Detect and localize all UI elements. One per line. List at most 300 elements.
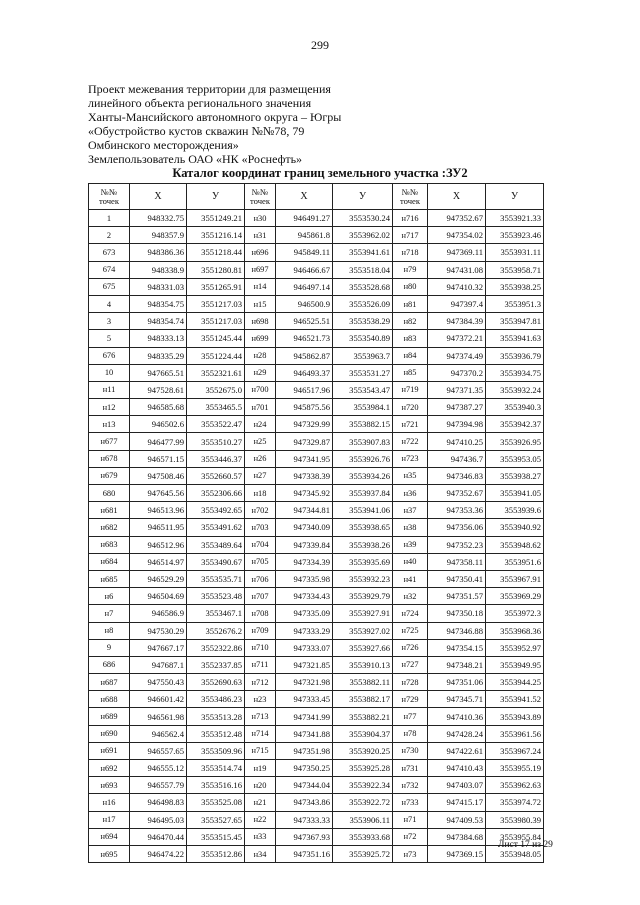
table-row	[89, 588, 544, 605]
x-coordinate-cell: 948338.9	[130, 261, 187, 278]
point-id-cell: н682	[89, 519, 130, 536]
x-coordinate-cell: 946497.14	[276, 278, 333, 295]
x-coordinate-cell: 946500.9	[276, 295, 333, 312]
x-coordinate-cell: 946495.03	[130, 811, 187, 828]
x-coordinate-cell: 946585.68	[130, 399, 187, 416]
header-line: линейного объекта регионального значения	[88, 96, 312, 111]
point-id-cell: н699	[245, 330, 276, 347]
x-coordinate-cell: 947530.29	[130, 622, 187, 639]
point-id-cell: н714	[245, 725, 276, 742]
point-id-cell: н711	[245, 656, 276, 673]
point-id-cell: н716	[393, 210, 428, 227]
point-id-cell: н690	[89, 725, 130, 742]
x-coordinate-cell: 947335.98	[276, 570, 333, 587]
x-coordinate-cell: 947387.27	[428, 399, 486, 416]
table-row	[89, 622, 544, 639]
x-coordinate-cell: 947351.06	[428, 674, 486, 691]
x-coordinate-cell: 947333.07	[276, 639, 333, 656]
table-row	[89, 691, 544, 708]
point-id-cell: н78	[393, 725, 428, 742]
x-coordinate-cell: 947409.53	[428, 811, 486, 828]
y-coordinate-cell: 3552676.2	[187, 622, 245, 639]
x-coordinate-cell: 946514.97	[130, 553, 187, 570]
y-coordinate-cell: 3553934.26	[333, 467, 393, 484]
x-coordinate-cell: 946474.22	[130, 845, 187, 862]
y-coordinate-cell: 3551218.44	[187, 244, 245, 261]
point-id-cell: н71	[393, 811, 428, 828]
point-id-cell: н8	[89, 622, 130, 639]
y-coordinate-cell: 3553980.39	[486, 811, 544, 828]
x-coordinate-cell: 947410.32	[428, 278, 486, 295]
x-coordinate-cell: 946517.96	[276, 381, 333, 398]
point-id-cell: н23	[245, 691, 276, 708]
table-row	[89, 330, 544, 347]
point-id-cell: н31	[245, 227, 276, 244]
y-coordinate-cell: 3553941.61	[333, 244, 393, 261]
x-coordinate-cell: 945849.11	[276, 244, 333, 261]
sheet-number: Лист 17 из 29	[498, 840, 553, 850]
y-coordinate-cell: 3553935.69	[333, 553, 393, 570]
x-coordinate-cell: 948332.75	[130, 210, 187, 227]
y-coordinate-cell: 3553963.7	[333, 347, 393, 364]
y-coordinate-cell: 3553467.1	[187, 605, 245, 622]
y-coordinate-cell: 3553936.79	[486, 347, 544, 364]
y-coordinate-cell: 3553941.06	[333, 502, 393, 519]
table-row	[89, 794, 544, 811]
y-coordinate-cell: 3553446.37	[187, 450, 245, 467]
y-coordinate-cell: 3553543.47	[333, 381, 393, 398]
point-id-cell: н26	[245, 450, 276, 467]
y-coordinate-cell: 3553943.89	[486, 708, 544, 725]
y-coordinate-cell: 3553933.68	[333, 828, 393, 845]
table-row	[89, 313, 544, 330]
y-coordinate-cell: 3553920.25	[333, 742, 393, 759]
table-row	[89, 244, 544, 261]
y-coordinate-cell: 3553961.56	[486, 725, 544, 742]
point-id-cell: н689	[89, 708, 130, 725]
point-id-cell: н25	[245, 433, 276, 450]
y-coordinate-cell: 3553925.28	[333, 760, 393, 777]
table-row	[89, 519, 544, 536]
x-coordinate-cell: 947344.81	[276, 502, 333, 519]
table-row	[89, 777, 544, 794]
table-row	[89, 639, 544, 656]
x-coordinate-cell: 946562.4	[130, 725, 187, 742]
point-id-cell: н694	[89, 828, 130, 845]
y-coordinate-cell: 3553951.3	[486, 295, 544, 312]
table-row	[89, 295, 544, 312]
y-coordinate-cell: 3553938.27	[486, 467, 544, 484]
point-id-cell: н692	[89, 760, 130, 777]
x-coordinate-cell: 947374.49	[428, 347, 486, 364]
point-id-cell: 3	[89, 313, 130, 330]
y-coordinate-cell: 3553904.37	[333, 725, 393, 742]
point-id-cell: н712	[245, 674, 276, 691]
point-id-cell: н727	[393, 656, 428, 673]
point-id-cell: н80	[393, 278, 428, 295]
x-coordinate-cell: 947340.09	[276, 519, 333, 536]
y-coordinate-cell: 3551245.44	[187, 330, 245, 347]
x-coordinate-cell: 947428.24	[428, 725, 486, 742]
x-coordinate-cell: 947645.56	[130, 485, 187, 502]
point-id-cell: н15	[245, 295, 276, 312]
y-coordinate-cell: 3553969.29	[486, 588, 544, 605]
y-coordinate-cell: 3553938.25	[486, 278, 544, 295]
y-coordinate-cell: 3553921.33	[486, 210, 544, 227]
y-coordinate-cell: 3553984.1	[333, 399, 393, 416]
y-coordinate-cell: 3553940.3	[486, 399, 544, 416]
point-id-cell: н679	[89, 467, 130, 484]
x-coordinate-cell: 947367.93	[276, 828, 333, 845]
x-coordinate-cell: 946586.9	[130, 605, 187, 622]
point-id-cell: н702	[245, 502, 276, 519]
y-coordinate-cell: 3553926.76	[333, 450, 393, 467]
y-coordinate-cell: 3551249.21	[187, 210, 245, 227]
col-header-points: №№ точек	[393, 184, 428, 210]
y-coordinate-cell: 3552321.61	[187, 364, 245, 381]
x-coordinate-cell: 947410.36	[428, 708, 486, 725]
y-coordinate-cell: 3553938.65	[333, 519, 393, 536]
y-coordinate-cell: 3553492.65	[187, 502, 245, 519]
col-header-points: №№ точек	[245, 184, 276, 210]
table-row	[89, 760, 544, 777]
point-id-cell: 674	[89, 261, 130, 278]
point-id-cell: н39	[393, 536, 428, 553]
x-coordinate-cell: 947384.68	[428, 828, 486, 845]
table-header-row	[89, 184, 544, 210]
point-id-cell: н718	[393, 244, 428, 261]
y-coordinate-cell: 3553530.24	[333, 210, 393, 227]
point-id-cell: н85	[393, 364, 428, 381]
y-coordinate-cell: 3553941.05	[486, 485, 544, 502]
x-coordinate-cell: 947321.85	[276, 656, 333, 673]
y-coordinate-cell: 3553538.29	[333, 313, 393, 330]
point-id-cell: н704	[245, 536, 276, 553]
point-id-cell: 5	[89, 330, 130, 347]
point-id-cell: 9	[89, 639, 130, 656]
x-coordinate-cell: 947335.09	[276, 605, 333, 622]
table-row	[89, 828, 544, 845]
x-coordinate-cell: 947333.45	[276, 691, 333, 708]
y-coordinate-cell: 3553922.34	[333, 777, 393, 794]
x-coordinate-cell: 945861.8	[276, 227, 333, 244]
point-id-cell: н12	[89, 399, 130, 416]
table-row	[89, 742, 544, 759]
y-coordinate-cell: 3553522.47	[187, 416, 245, 433]
y-coordinate-cell: 3553944.25	[486, 674, 544, 691]
y-coordinate-cell: 3553938.26	[333, 536, 393, 553]
x-coordinate-cell: 946555.12	[130, 760, 187, 777]
y-coordinate-cell: 3553942.37	[486, 416, 544, 433]
y-coordinate-cell: 3553952.97	[486, 639, 544, 656]
y-coordinate-cell: 3553941.63	[486, 330, 544, 347]
x-coordinate-cell: 946477.99	[130, 433, 187, 450]
point-id-cell: н698	[245, 313, 276, 330]
y-coordinate-cell: 3551217.03	[187, 313, 245, 330]
x-coordinate-cell: 946498.83	[130, 794, 187, 811]
point-id-cell: н703	[245, 519, 276, 536]
table-row	[89, 553, 544, 570]
x-coordinate-cell: 946512.96	[130, 536, 187, 553]
y-coordinate-cell: 3553922.72	[333, 794, 393, 811]
y-coordinate-cell: 3553929.79	[333, 588, 393, 605]
point-id-cell: н40	[393, 553, 428, 570]
x-coordinate-cell: 946511.95	[130, 519, 187, 536]
point-id-cell: н41	[393, 570, 428, 587]
y-coordinate-cell: 3553489.64	[187, 536, 245, 553]
x-coordinate-cell: 947334.39	[276, 553, 333, 570]
x-coordinate-cell: 947351.98	[276, 742, 333, 759]
y-coordinate-cell: 3553882.17	[333, 691, 393, 708]
y-coordinate-cell: 3553948.62	[486, 536, 544, 553]
table-row	[89, 210, 544, 227]
y-coordinate-cell: 3553967.24	[486, 742, 544, 759]
point-id-cell: н713	[245, 708, 276, 725]
y-coordinate-cell: 3553910.13	[333, 656, 393, 673]
point-id-cell: н79	[393, 261, 428, 278]
y-coordinate-cell: 3553948.05	[486, 845, 544, 862]
catalog-title: Каталог координат границ земельного участка :ЗУ2	[172, 166, 468, 180]
point-id-cell: 2	[89, 227, 130, 244]
document-header	[88, 82, 558, 167]
table-row	[89, 347, 544, 364]
x-coordinate-cell: 947344.04	[276, 777, 333, 794]
point-id-cell: н701	[245, 399, 276, 416]
y-coordinate-cell: 3553926.95	[486, 433, 544, 450]
col-header-points: №№ точек	[89, 184, 130, 210]
point-id-cell: н677	[89, 433, 130, 450]
point-id-cell: н35	[393, 467, 428, 484]
y-coordinate-cell: 3553955.19	[486, 760, 544, 777]
x-coordinate-cell: 947334.43	[276, 588, 333, 605]
point-id-cell: н725	[393, 622, 428, 639]
x-coordinate-cell: 947369.15	[428, 845, 486, 862]
y-coordinate-cell: 3553518.04	[333, 261, 393, 278]
col-header-y: У	[187, 184, 245, 210]
table-row	[89, 416, 544, 433]
y-coordinate-cell: 3553927.66	[333, 639, 393, 656]
x-coordinate-cell: 947339.84	[276, 536, 333, 553]
y-coordinate-cell: 3552675.0	[187, 381, 245, 398]
point-id-cell: н721	[393, 416, 428, 433]
table-row	[89, 261, 544, 278]
point-id-cell: н728	[393, 674, 428, 691]
x-coordinate-cell: 948335.29	[130, 347, 187, 364]
x-coordinate-cell: 946521.73	[276, 330, 333, 347]
table-row	[89, 725, 544, 742]
x-coordinate-cell: 946513.96	[130, 502, 187, 519]
table-row	[89, 485, 544, 502]
y-coordinate-cell: 3553906.11	[333, 811, 393, 828]
point-id-cell: н715	[245, 742, 276, 759]
x-coordinate-cell: 947341.88	[276, 725, 333, 742]
point-id-cell: н29	[245, 364, 276, 381]
table-row	[89, 656, 544, 673]
y-coordinate-cell: 3552337.85	[187, 656, 245, 673]
x-coordinate-cell: 948354.74	[130, 313, 187, 330]
point-id-cell: н731	[393, 760, 428, 777]
y-coordinate-cell: 3553949.95	[486, 656, 544, 673]
point-id-cell: 675	[89, 278, 130, 295]
x-coordinate-cell: 945862.87	[276, 347, 333, 364]
point-id-cell: 680	[89, 485, 130, 502]
header-line: Омбинского месторождения»	[88, 138, 239, 153]
x-coordinate-cell: 947350.18	[428, 605, 486, 622]
point-id-cell: н21	[245, 794, 276, 811]
col-header-x: X	[130, 184, 187, 210]
table-row	[89, 536, 544, 553]
x-coordinate-cell: 947431.08	[428, 261, 486, 278]
point-id-cell: н73	[393, 845, 428, 862]
x-coordinate-cell: 948386.36	[130, 244, 187, 261]
point-id-cell: н11	[89, 381, 130, 398]
col-header-x: X	[428, 184, 486, 210]
y-coordinate-cell: 3553515.45	[187, 828, 245, 845]
point-id-cell: н81	[393, 295, 428, 312]
y-coordinate-cell: 3553937.84	[333, 485, 393, 502]
point-id-cell: н24	[245, 416, 276, 433]
col-header-y: У	[333, 184, 393, 210]
x-coordinate-cell: 947397.4	[428, 295, 486, 312]
point-id-cell: н691	[89, 742, 130, 759]
table-row	[89, 811, 544, 828]
x-coordinate-cell: 947403.07	[428, 777, 486, 794]
y-coordinate-cell: 3551224.44	[187, 347, 245, 364]
point-id-cell: н72	[393, 828, 428, 845]
point-id-cell: н733	[393, 794, 428, 811]
point-id-cell: н709	[245, 622, 276, 639]
x-coordinate-cell: 947341.95	[276, 450, 333, 467]
point-id-cell: н6	[89, 588, 130, 605]
y-coordinate-cell: 3553486.23	[187, 691, 245, 708]
point-id-cell: н710	[245, 639, 276, 656]
y-coordinate-cell: 3553927.91	[333, 605, 393, 622]
point-id-cell: н717	[393, 227, 428, 244]
table-row	[89, 502, 544, 519]
x-coordinate-cell: 947333.29	[276, 622, 333, 639]
table-row	[89, 227, 544, 244]
y-coordinate-cell: 3553972.3	[486, 605, 544, 622]
y-coordinate-cell: 3553514.74	[187, 760, 245, 777]
x-coordinate-cell: 947329.87	[276, 433, 333, 450]
y-coordinate-cell: 3553907.83	[333, 433, 393, 450]
x-coordinate-cell: 946504.69	[130, 588, 187, 605]
table-row	[89, 450, 544, 467]
y-coordinate-cell: 3553962.63	[486, 777, 544, 794]
y-coordinate-cell: 3552322.86	[187, 639, 245, 656]
x-coordinate-cell: 946525.51	[276, 313, 333, 330]
table-row	[89, 278, 544, 295]
x-coordinate-cell: 947415.17	[428, 794, 486, 811]
y-coordinate-cell: 3553967.91	[486, 570, 544, 587]
point-id-cell: н32	[393, 588, 428, 605]
point-id-cell: н36	[393, 485, 428, 502]
x-coordinate-cell: 946529.29	[130, 570, 187, 587]
x-coordinate-cell: 947351.57	[428, 588, 486, 605]
x-coordinate-cell: 948333.13	[130, 330, 187, 347]
x-coordinate-cell: 947410.43	[428, 760, 486, 777]
x-coordinate-cell: 947667.17	[130, 639, 187, 656]
point-id-cell: н730	[393, 742, 428, 759]
point-id-cell: н19	[245, 760, 276, 777]
x-coordinate-cell: 946491.27	[276, 210, 333, 227]
point-id-cell: н726	[393, 639, 428, 656]
x-coordinate-cell: 947352.67	[428, 210, 486, 227]
y-coordinate-cell: 3553941.52	[486, 691, 544, 708]
point-id-cell: н83	[393, 330, 428, 347]
point-id-cell: н7	[89, 605, 130, 622]
point-id-cell: н724	[393, 605, 428, 622]
y-coordinate-cell: 3553526.09	[333, 295, 393, 312]
y-coordinate-cell: 3553958.71	[486, 261, 544, 278]
point-id-cell: н30	[245, 210, 276, 227]
header-line: Проект межевания территории для размещения	[88, 82, 331, 96]
y-coordinate-cell: 3553932.23	[333, 570, 393, 587]
x-coordinate-cell: 946571.15	[130, 450, 187, 467]
table-row	[89, 605, 544, 622]
x-coordinate-cell: 946466.67	[276, 261, 333, 278]
y-coordinate-cell: 3553490.67	[187, 553, 245, 570]
x-coordinate-cell: 947321.98	[276, 674, 333, 691]
table-row	[89, 433, 544, 450]
x-coordinate-cell: 947341.99	[276, 708, 333, 725]
x-coordinate-cell: 947350.41	[428, 570, 486, 587]
x-coordinate-cell: 947348.21	[428, 656, 486, 673]
point-id-cell: н17	[89, 811, 130, 828]
point-id-cell: н723	[393, 450, 428, 467]
x-coordinate-cell: 947410.25	[428, 433, 486, 450]
x-coordinate-cell: 947354.02	[428, 227, 486, 244]
y-coordinate-cell: 3553882.15	[333, 416, 393, 433]
col-header-y: У	[486, 184, 544, 210]
y-coordinate-cell: 3553512.48	[187, 725, 245, 742]
point-id-cell: н688	[89, 691, 130, 708]
x-coordinate-cell: 946493.37	[276, 364, 333, 381]
point-id-cell: 4	[89, 295, 130, 312]
point-id-cell: н33	[245, 828, 276, 845]
table-body	[89, 210, 544, 863]
x-coordinate-cell: 946557.79	[130, 777, 187, 794]
y-coordinate-cell: 3553535.71	[187, 570, 245, 587]
x-coordinate-cell: 947358.11	[428, 553, 486, 570]
x-coordinate-cell: 947422.61	[428, 742, 486, 759]
x-coordinate-cell: 948331.03	[130, 278, 187, 295]
y-coordinate-cell: 3553923.46	[486, 227, 544, 244]
x-coordinate-cell: 946561.98	[130, 708, 187, 725]
point-id-cell: н685	[89, 570, 130, 587]
x-coordinate-cell: 947329.99	[276, 416, 333, 433]
y-coordinate-cell: 3553531.27	[333, 364, 393, 381]
point-id-cell: 676	[89, 347, 130, 364]
x-coordinate-cell: 947372.21	[428, 330, 486, 347]
table-row	[89, 467, 544, 484]
point-id-cell: н708	[245, 605, 276, 622]
x-coordinate-cell: 947394.98	[428, 416, 486, 433]
y-coordinate-cell: 3553525.08	[187, 794, 245, 811]
point-id-cell: н22	[245, 811, 276, 828]
y-coordinate-cell: 3553955.84	[486, 828, 544, 845]
point-id-cell: 1	[89, 210, 130, 227]
x-coordinate-cell: 947384.39	[428, 313, 486, 330]
y-coordinate-cell: 3553512.86	[187, 845, 245, 862]
y-coordinate-cell: 3553932.24	[486, 381, 544, 398]
point-id-cell: 10	[89, 364, 130, 381]
x-coordinate-cell: 947333.33	[276, 811, 333, 828]
point-id-cell: н705	[245, 553, 276, 570]
y-coordinate-cell: 3553516.16	[187, 777, 245, 794]
point-id-cell: н693	[89, 777, 130, 794]
point-id-cell: н16	[89, 794, 130, 811]
